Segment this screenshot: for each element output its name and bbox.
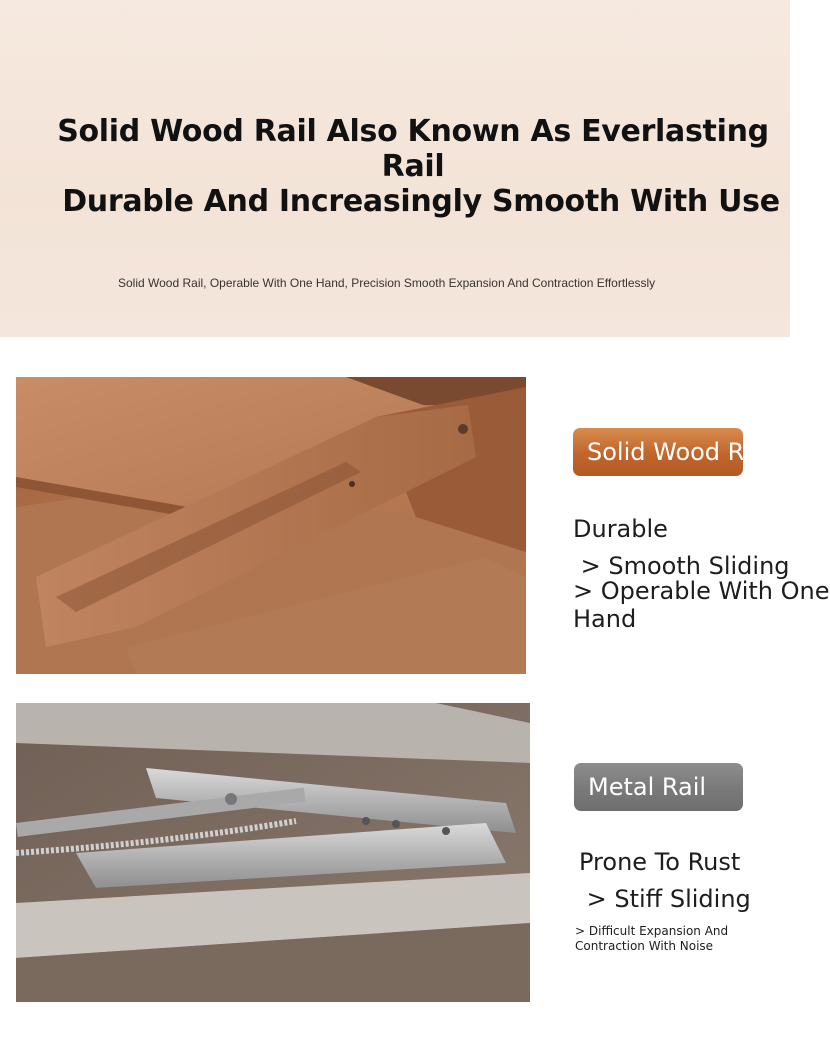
wood-feature-smooth: > Smooth Sliding bbox=[573, 552, 790, 580]
headline-subtitle: Durable And Increasingly Smooth With Use bbox=[62, 184, 780, 219]
wood-feature-one-hand-line2: Hand bbox=[573, 605, 637, 633]
solid-wood-rail-badge: Solid Wood Rail bbox=[573, 428, 743, 476]
metal-feature-noise bbox=[575, 924, 745, 954]
wood-feature-durable: Durable bbox=[573, 515, 668, 543]
header-banner bbox=[0, 0, 790, 337]
metal-feature-rust: Prone To Rust bbox=[579, 848, 741, 876]
wood-feature-one-hand bbox=[573, 577, 830, 633]
metal-feature-stiff: > Stiff Sliding bbox=[579, 885, 751, 913]
wood-rail-photo bbox=[16, 377, 526, 674]
headline-title: Solid Wood Rail Also Known As Everlasting Rail bbox=[57, 114, 769, 184]
metal-rail-photo bbox=[16, 703, 530, 1002]
metal-rail-badge: Metal Rail bbox=[574, 763, 743, 811]
wood-feature-one-hand-line1: > Operable With One bbox=[573, 577, 830, 605]
metal-feature-noise-line1: > Difficult Expansion And bbox=[575, 924, 729, 938]
header-caption: Solid Wood Rail, Operable With One Hand, Precision Smooth Expansion And Contraction Effortlessly bbox=[118, 276, 656, 290]
metal-feature-noise-line2: Contraction With Noise bbox=[575, 939, 714, 953]
